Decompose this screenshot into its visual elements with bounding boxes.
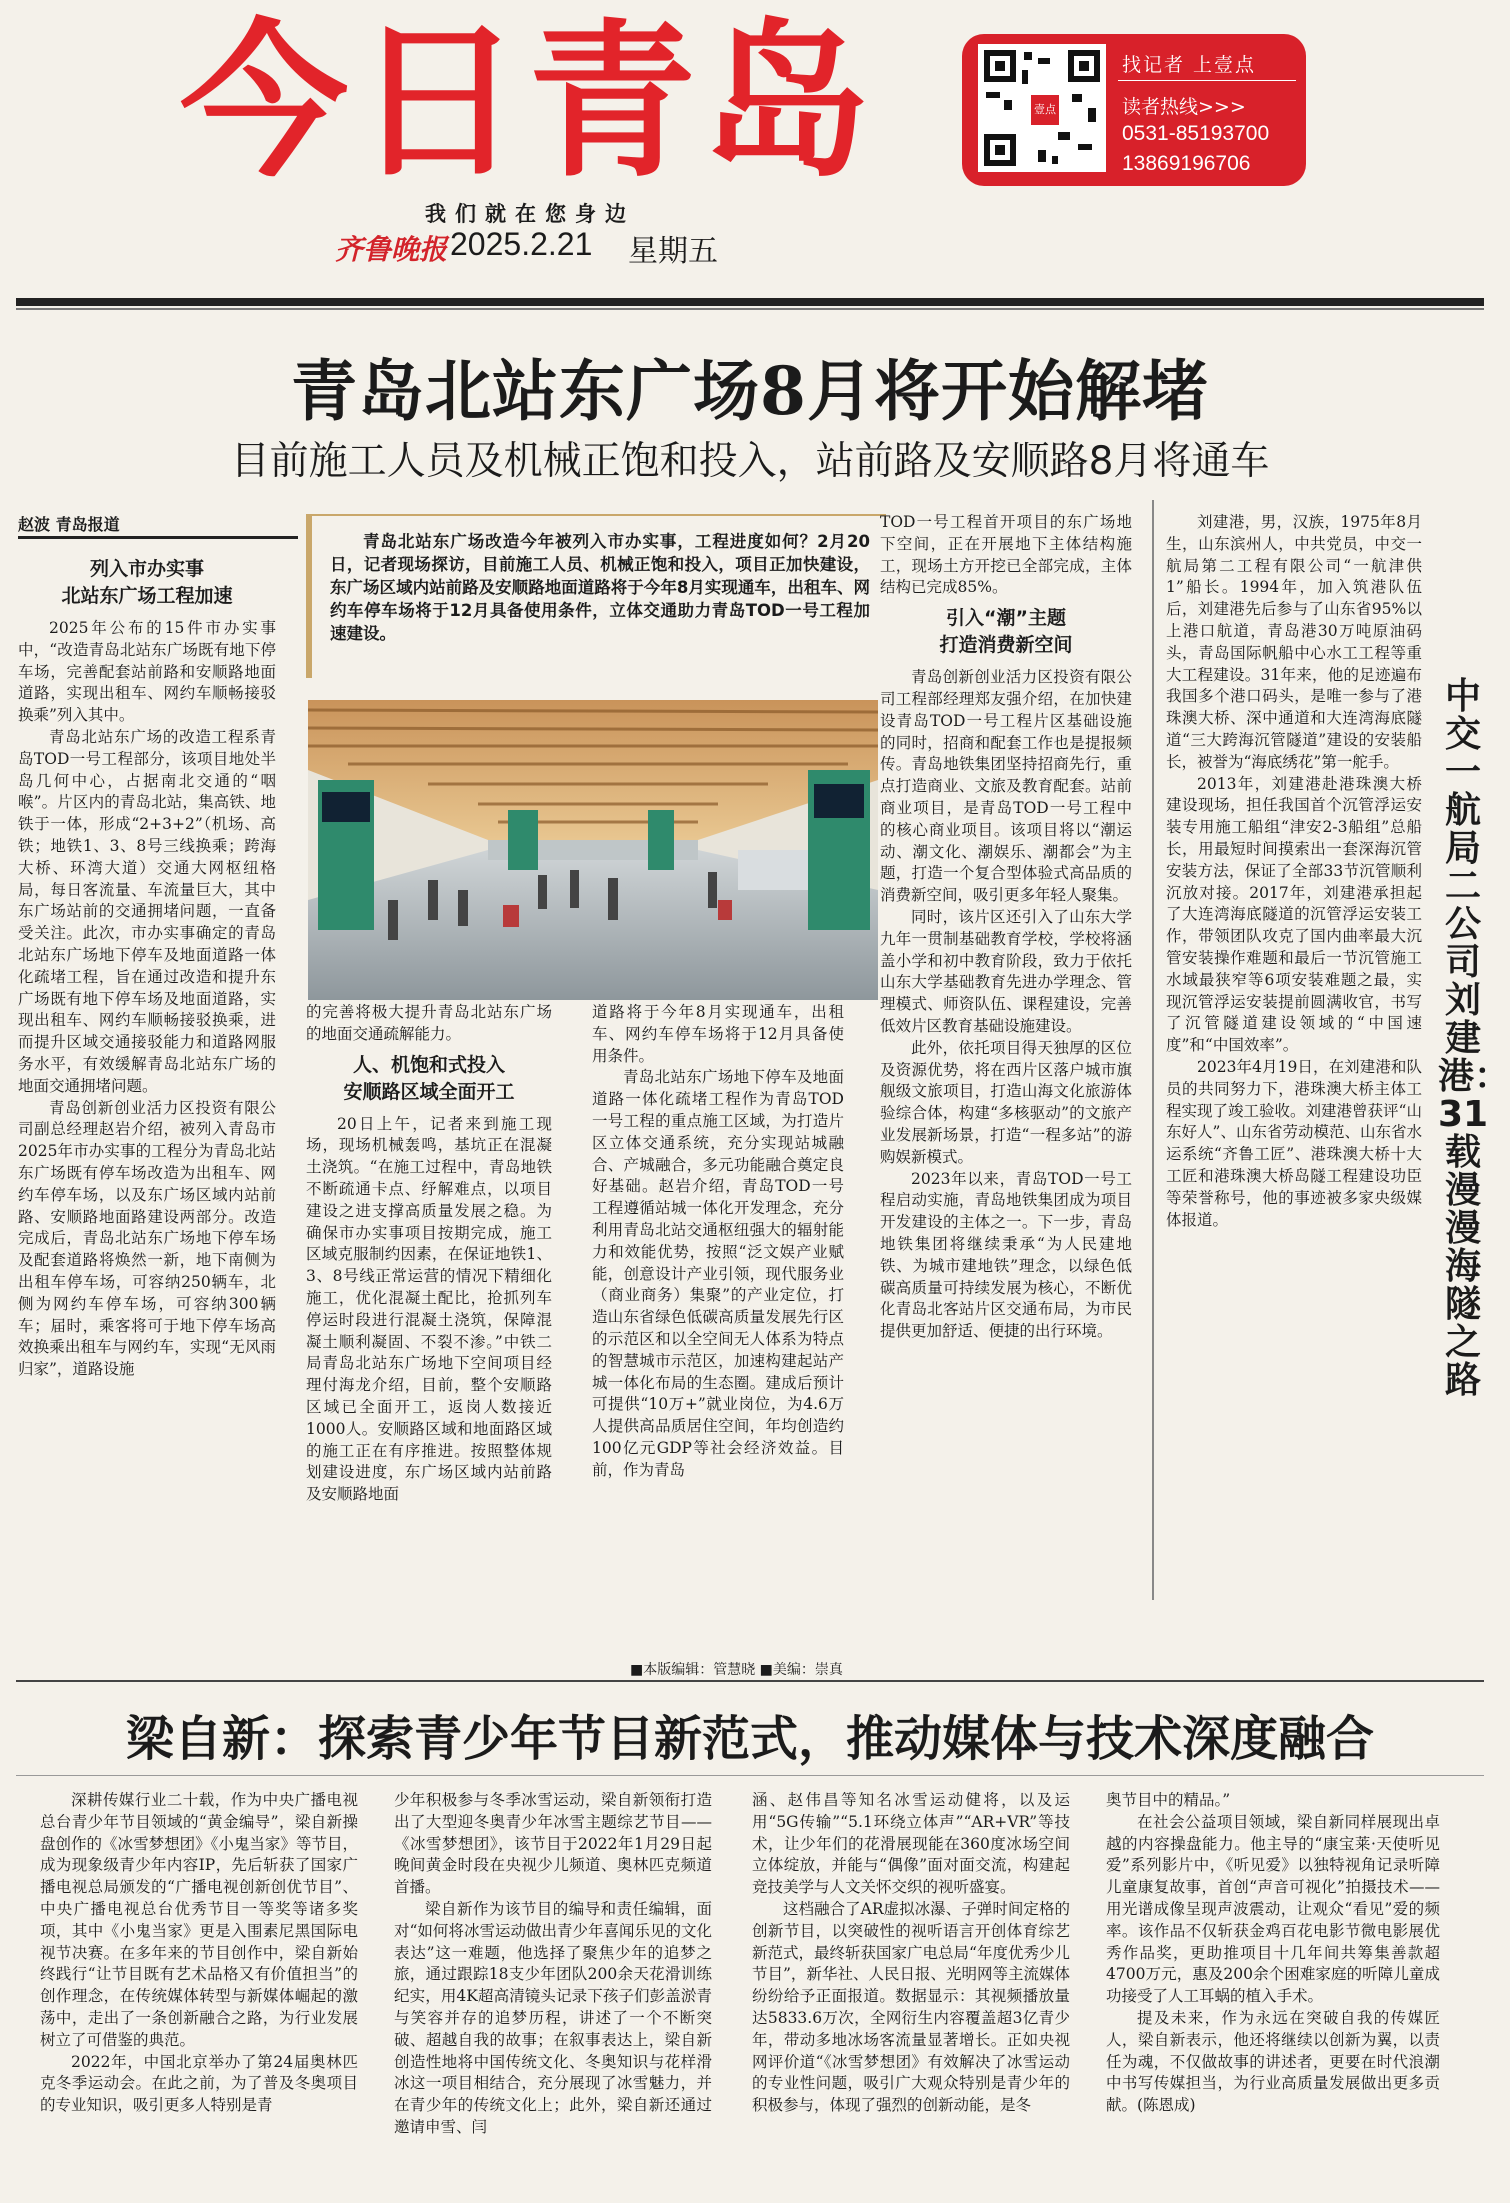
column-4 <box>880 512 1132 1343</box>
column-3 <box>592 1002 844 1482</box>
paragraph: 涵、赵伟昌等知名冰雪运动健将，以及运用“5G传输”“5.1环绕立体声”“AR+VR”等技术，让少年们的花滑展现能在360度冰场空间立体绽放，并能与“偶像”面对面交流，构建起竞技美学与人文关怀交织的视听盛宴。 <box>752 1791 1070 1897</box>
paragraph: 2023年4月19日，在刘建港和队员的共同努力下，港珠澳大桥主体工程实现了竣工验收。刘建港曾获评“山东好人”、山东省劳动模范、山东省水运系统“齐鲁工匠”、港珠澳大桥十大工匠和港珠澳大桥岛隧工程建设功臣等荣誉称号，他的事迹被多家央级媒体报道。 <box>1166 1057 1422 1229</box>
masthead-rule-thin <box>16 308 1484 310</box>
column-1 <box>18 550 276 1381</box>
contact-line1: 找记者 上壹点 <box>1122 54 1257 76</box>
qr-label: 壹点 <box>1034 103 1056 116</box>
paragraph: 2022年，中国北京举办了第24届奥林匹克冬季运动会。在此之前，为了普及冬奥项目的专业知识，吸引更多人特别是青 <box>40 2052 358 2115</box>
paragraph: 提及未来，作为永远在突破自我的传媒匠人，梁自新表示，他还将继续以创新为翼，以责任为魂，不仅做故事的讲述者，更要在时代浪潮中书写传媒担当，为行业高质量发展做出更多贡献。(陈恩成) <box>1106 2008 1440 2115</box>
a2-column-3 <box>752 1790 1070 2117</box>
paragraph: 20日上午，记者来到施工现场，现场机械轰鸣，基坑正在混凝土浇筑。“在施工过程中，青岛地铁不断疏通卡点、纾解难点，以项目建设之进支撑高质量发展之稳。为确保市办实事项目按期完成，施工区域克服制约因素，在保证地铁1、3、8号线正常运营的情况下精细化施工，优化混凝土配比，抢抓列车停运时段进行混凝土浇筑，保障混凝土顺利凝固、不裂不渗。”中铁二局青岛北站东广场地下空间项目经理付海龙介绍，目前，整个安顺路区域已全面开工，返岗人数接近1000人。安顺路区域和地面路区域的施工正在有序推进。按照整体规划建设进度，东广场区域内站前路及安顺路地面 <box>306 1114 552 1504</box>
paragraph: 2025年公布的15件市办实事中，“改造青岛北站东广场既有地下停车场，完善配套站前路和安顺路地面道路，实现出租车、网约车顺畅接驳换乘”列入其中。 <box>18 619 276 725</box>
sidebar-vertical-title: 中交一航局二公司刘建港：31载漫漫海隧之路 <box>1438 676 1510 1401</box>
paragraph: 刘建港，男，汉族，1975年8月生，山东滨州人，中共党员，中交一航局第二工程有限公司“一航津供1”船长。1994年，加入筑港队伍后，刘建港先后参与了山东省95%以上港口航道，青岛港30万吨原油码头，青岛国际帆船中心水工工程等重大工程建设。31年来，他的足迹遍布我国多个港口码头，是唯一参与了港珠澳大桥、深中通道和大连湾海底隧道“三大跨海沉管隧道”建设的安装船长，被誉为“海底绣花”第一舵手。 <box>1166 513 1422 771</box>
byline: 赵波 青岛报道 <box>18 515 120 534</box>
paragraph-cont: 的完善将极大提升青岛北站东广场的地面交通疏解能力。 <box>306 1003 552 1043</box>
section-rule <box>16 1680 1484 1682</box>
contact-divider <box>1118 80 1296 81</box>
section-heading-1: 列入市办实事 北站东广场工程加速 <box>61 558 233 607</box>
headline: 青岛北站东广场8月将开始解堵 <box>291 352 1209 430</box>
paragraph-cont: 道路将于今年8月实现通车，出租车、网约车停车场将于12月具备使用条件。 <box>592 1003 844 1065</box>
paragraph: 此外，依托项目得天独厚的区位及资源优势，将在西片区落户城市旗舰级文旅项目，打造山海文化旅游体验综合体，构建“多核驱动”的文旅产业发展新场景，打造“一程多站”的游购娱新模式。 <box>880 1038 1132 1166</box>
hotline-phone-1[interactable]: 0531-85193700 <box>1122 122 1270 145</box>
hotline-phone-2[interactable]: 13869196706 <box>1122 152 1251 175</box>
section-rule-thin <box>16 1775 1484 1776</box>
paragraph: 青岛创新创业活力区投资有限公司副总经理赵岩介绍，被列入青岛市2025年市办实事的工程分为青岛北站东广场既有停车场改造为出租车、网约车停车场，以及东广场区域内站前路、安顺路地面路建设两部分。改造完成后，青岛北站东广场地下停车场及配套道路将焕然一新，地下南侧为出租车停车场，可容纳250辆车，北侧为网约车停车场，可容纳300辆车；届时，乘客将可于地下停车场高效换乘出租车与网约车，实现“无风雨归家”，道路设施 <box>18 1098 276 1379</box>
headline-2: 梁自新：探索青少年节目新范式，推动媒体与技术深度融合 <box>125 1711 1374 1767</box>
issue-weekday: 星期五 <box>628 234 718 269</box>
section-heading-3: 引入“潮”主题 打造消费新空间 <box>939 607 1073 657</box>
issue-date: 2025.2.21 <box>450 226 593 262</box>
byline-rule <box>18 536 298 539</box>
masthead-rule <box>16 298 1484 306</box>
column-2 <box>306 1002 552 1506</box>
paragraph: 青岛创新创业活力区投资有限公司工程部经理郑友强介绍，在加快建设青岛TOD一号工程片区基础设施的同时，招商和配套工作也是提报频传。青岛地铁集团坚持招商先行，重点打造商业、文旅及教育配套。站前商业项目，是青岛TOD一号工程中的核心商业项目。该项目将以“潮运动、潮文化、潮娱乐、潮都会”为主题，打造一个复合型体验式高品质的消费新空间，吸引更多年轻人聚集。 <box>880 668 1132 905</box>
masthead-title: 今日青岛 <box>180 4 876 200</box>
paragraph: 2013年，刘建港赴港珠澳大桥建设现场，担任我国首个沉管浮运安装专用施工船组“津安2-3船组”总船长，用最短时间摸索出一套深海沉管安装方法，保证了全部33节沉管顺利沉放对接。2017年，刘建港承担起了大连湾海底隧道的沉管浮运安装工作，带领团队攻克了国内曲率最大沉管安装操作难题和最后一节沉管施工水域最狭窄等6项安装难题之最，实现沉管浮运安装提前圆满收官，书写了沉管隧道建设领域的“中国速度”和“中国效率”。 <box>1166 774 1422 1055</box>
section-heading-2: 人、机饱和式投入 安顺路区域全面开工 <box>343 1053 515 1103</box>
paragraph: 梁自新作为该节目的编导和责任编辑，面对“如何将冰雪运动做出青少年喜闻乐见的文化表达”这一难题，他选择了聚焦少年的追梦之旅，通过跟踪18支少年团队200余天花滑训练纪实，用4K超高清镜头记录下孩子们彭盖淤青与笑容并存的追梦历程，讲述了一个不断突破、超越自我的故事；在叙事表达上，梁自新创造性地将中国传统文化、冬奥知识与花样滑冰这一项目相结合，充分展现了冰雪魅力，并在青少年的传统文化上；此外，梁自新还通过邀请申雪、闫 <box>394 1899 712 2136</box>
sidebar-divider <box>1152 500 1154 1600</box>
hotline-label: 读者热线>>> <box>1122 96 1246 118</box>
paragraph: 同时，该片区还引入了山东大学九年一贯制基础教育学校，学校将涵盖小学和初中教育阶段，致力于依托山东大学基础教育先进办学理念、管理模式、师资队伍、课程建设，完善低效片区教育基础设施建设。 <box>880 907 1132 1035</box>
station-photo-svg <box>308 700 878 1000</box>
paragraph: 青岛北站东广场的改造工程系青岛TOD一号工程部分，该项目地处半岛几何中心，占据南北交通的“咽喉”。片区内的青岛北站，集高铁、地铁于一体，形成“2+3+2”（机场、高铁；地铁1、3、8号三线换乘；跨海大桥、环湾大道）交通大网枢纽格局，每日客流量、车流量巨大，其中东广场站前的交通拥堵问题，一直备受关注。此次，市办实事确定的青岛北站东广场地下停车及地面道路一体化疏堵工程，旨在通过改造和提升东广场既有地下停车场及地面道路，实现出租车、网约车顺畅接驳换乘，进而提升区域交通接驳能力和道路网服务水平，有效缓解青岛北站东广场的地面交通拥堵问题。 <box>18 727 276 1095</box>
a2-column-1 <box>40 1790 358 2117</box>
station-photo <box>308 700 878 1000</box>
paragraph: 在社会公益项目领域，梁自新同样展现出卓越的内容操盘能力。他主导的“康宝莱·天使听见爱”系列影片中，《听见爱》以独特视角记录听障儿童康复故事，首创“声音可视化”拍摄技术——用光谱成像呈现声波震动，让观众“看见”爱的频率。该作品不仅斩获金鸡百花电影节微电影展优秀作品奖，更助推项目十几年间共筹集善款超4700万元，惠及200余个困难家庭的听障儿童成功接受了人工耳蜗的植入手术。 <box>1106 1812 1440 2006</box>
paragraph: 少年积极参与冬季冰雪运动，梁自新领衔打造出了大型迎冬奥青少年冰雪主题综艺节目——《冰雪梦想团》，该节目于2022年1月29日起晚间黄金时段在央视少儿频道、奥林匹克频道首播。 <box>394 1791 712 1897</box>
a2-column-4 <box>1106 1790 1440 2117</box>
sidebar-column <box>1166 512 1422 1231</box>
a2-column-2 <box>394 1790 712 2139</box>
paragraph: 2023年以来，青岛TOD一号工程启动实施，青岛地铁集团成为项目开发建设的主体之一。下一步，青岛地铁集团将继续秉承“为人民建地铁、为城市建地铁”理念，以绿色低碳高质量可持续发展为核心，不断优化青岛北客站片区交通布局，为市民提供更加舒适、便捷的出行环境。 <box>880 1169 1132 1341</box>
subheadline: 目前施工人员及机械正饱和投入，站前路及安顺路8月将通车 <box>230 439 1270 484</box>
paper-name: 齐鲁晚报 <box>335 233 448 266</box>
intro-text: 青岛北站东广场改造今年被列入市办实事，工程进度如何？2月20日，记者现场探访，目前施工人员、机械正饱和投入，项目正加快建设，东广场区域内站前路及安顺路地面道路将于今年8月实现通车，出租车、网约车停车场将于12月具备使用条件，立体交通助力青岛TOD一号工程加速建设。 <box>330 532 870 643</box>
paragraph-cont: TOD一号工程首开项目的东广场地下空间，正在开展地下主体结构施工，现场土方开挖已全部完成，主体结构已完成85%。 <box>880 513 1132 597</box>
editors-credit: ■本版编辑：管慧晓 ■美编：崇真 <box>630 1662 843 1678</box>
paragraph: 奥节目中的精品。” <box>1106 1791 1231 1809</box>
qr-code-icon[interactable] <box>978 44 1106 172</box>
paragraph: 深耕传媒行业二十载，作为中央广播电视总台青少年节目领域的“黄金编导”，梁自新操盘创作的《冰雪梦想团》《小鬼当家》等节目，成为现象级青少年内容IP，先后斩获了国家广播电视总局颁发的“广播电视创新创优节目”、中央广播电视总台优秀节目一等奖等诸多奖项，其中《小鬼当家》更是入围素尼黑国际电视节决赛。在多年来的节目创作中，梁自新始终践行“让节目既有艺术品格又有价值担当”的创作理念，在传统媒体转型与新媒体崛起的激荡中，走出了一条创新融合之路，为行业发展树立了可借鉴的典范。 <box>40 1791 358 2049</box>
slogan: 我们就在您身边 <box>425 202 635 226</box>
paragraph: 这档融合了AR虚拟冰瀑、子弹时间定格的创新节目，以突破性的视听语言开创体育综艺新范式，最终斩获国家广电总局“年度优秀少儿节目”，新华社、人民日报、光明网等主流媒体纷纷给予正面报道。数据显示：其视频播放量达5833.6万次，全网衍生内容覆盖超3亿青少年，带动多地冰场客流量显著增长。正如央视网评价道“《冰雪梦想团》有效解决了冰雪运动的专业性问题，吸引广大观众特别是青少年的积极参与，体现了强烈的创新动能，是冬 <box>752 1899 1070 2115</box>
paragraph: 青岛北站东广场地下停车及地面道路一体化疏堵工程作为青岛TOD一号工程的重点施工区域，为打造片区立体交通系统，充分实现站城融合、产城融合，多元功能融合奠定良好基础。赵岩介绍，青岛TOD一号工程遵循站城一体化开发理念，充分利用青岛北站交通枢纽强大的辐射能力和效能优势，按照“泛文娱产业赋能，创意设计产业引领，现代服务业（商业商务）集聚”的产业定位，打造山东省绿色低碳高质量发展先行区的示范区和以全空间无人体系为特点的智慧城市示范区，加速构建起站产城一体化布局的生态圈。建成后预计可提供“10万+”就业岗位，为4.6万人提供高品质居住空间，年均创造约100亿元GDP等社会经济效益。目前，作为青岛 <box>592 1068 844 1479</box>
